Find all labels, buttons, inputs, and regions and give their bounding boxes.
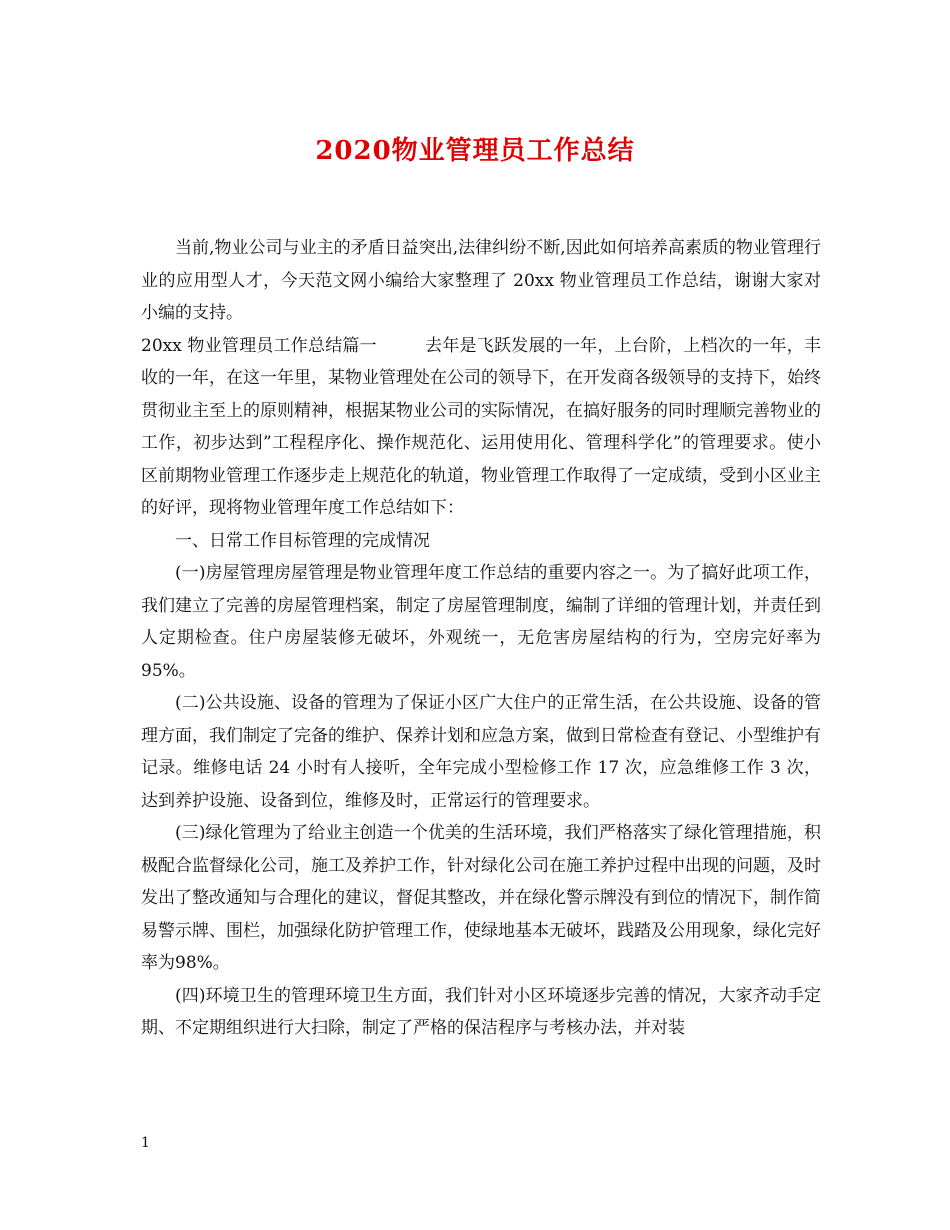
- page-number: 1: [141, 1135, 150, 1151]
- paragraph-housing: (一)房屋管理房屋管理是物业管理年度工作总结的重要内容之一。为了搞好此项工作，我们建立了完善的房屋管理档案，制定了房屋管理制度，编制了详细的管理计划，并责任到人定期检查。住户房屋装修无破坏，外观统一，无危害房屋结构的行为，空房完好率为95%。: [141, 563, 821, 681]
- document-title: 2020物业管理员工作总结: [315, 136, 635, 166]
- article-lead: 去年是飞跃发展的一年，上台阶，上档次的一年，丰收的一年，在这一年里，某物业管理处在公司的领导下，在开发商各级领导的支持下，始终贯彻业主至上的原则精神，根据某物业公司的实际情况，在搞好服务的同时理顺完善物业的工作，初步达到”工程程序化、操作规范化、运用使用化、管理科学化”的管理要求。使小区前期物业管理工作逐步走上规范化的轨道，物业管理工作取得了一定成绩，受到小区业主的好评，现将物业管理年度工作总结如下：: [141, 335, 822, 518]
- intro-paragraph: 当前,物业公司与业主的矛盾日益突出,法律纠纷不断,因此如何培养高素质的物业管理行业的应用型人才，今天范文网小编给大家整理了 20xx 物业管理员工作总结，谢谢大家对小编的支持。: [141, 238, 821, 323]
- paragraph-facilities: (二)公共设施、设备的管理为了保证小区广大住户的正常生活，在公共设施、设备的管理方面，我们制定了完备的维护、保养计划和应急方案，做到日常检查有登记、小型维护有记录。维修电话 24 小时有人接听，全年完成小型检修工作 17 次，应急维修工作 3 次，达到养护设施、设备到位，维修及时，正常运行的管理要求。: [141, 693, 821, 811]
- article-heading: 20xx 物业管理员工作总结篇一: [141, 335, 377, 356]
- paragraph-greening: (三)绿化管理为了给业主创造一个优美的生活环境，我们严格落实了绿化管理措施，积极配合监督绿化公司，施工及养护工作，针对绿化公司在施工养护过程中出现的问题，及时发出了整改通知与合理化的建议，督促其整改，并在绿化警示牌没有到位的情况下，制作简易警示牌、围栏，加强绿化防护管理工作，使绿地基本无破坏，践踏及公用现象，绿化完好率为98%。: [141, 823, 821, 973]
- document-body: [141, 232, 821, 1045]
- paragraph-sanitation: (四)环境卫生的管理环境卫生方面，我们针对小区环境逐步完善的情况，大家齐动手定期、不定期组织进行大扫除，制定了严格的保洁程序与考核办法，并对装: [141, 985, 821, 1038]
- article-paragraph: [141, 330, 821, 525]
- section-heading: 一、日常工作目标管理的完成情况: [175, 530, 430, 551]
